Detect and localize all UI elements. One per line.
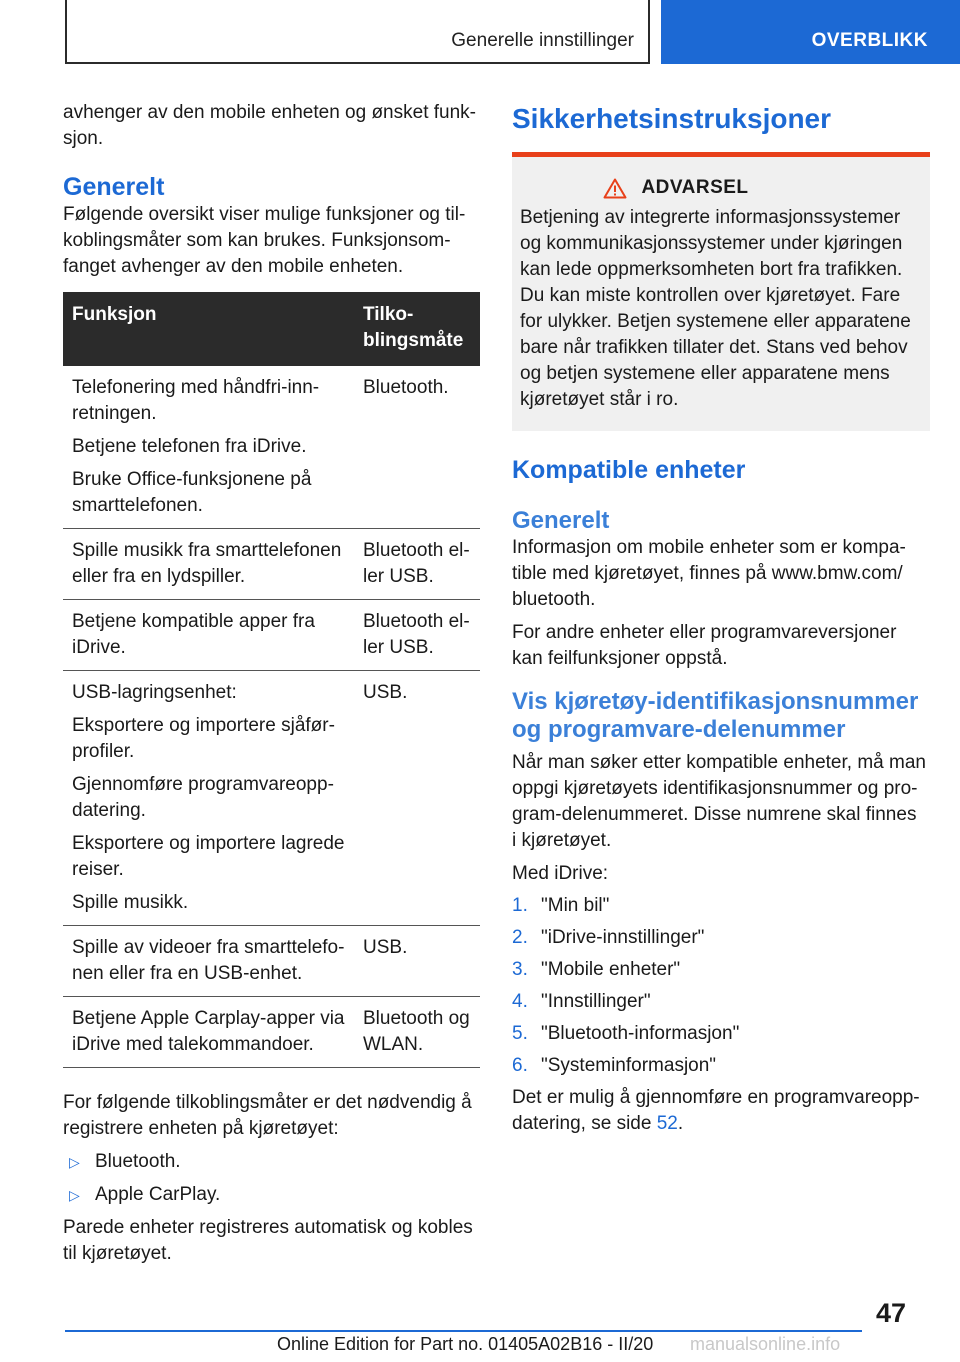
step-item bbox=[512, 925, 930, 951]
table-header-connection: Tilko- blingsmåte bbox=[354, 292, 480, 366]
function-item: Spille musikk. bbox=[72, 892, 189, 913]
table-header-function: Funksjon bbox=[63, 292, 354, 366]
function-item: Gjennomføre programvareopp- datering. bbox=[72, 774, 334, 821]
table-row bbox=[63, 366, 480, 529]
warning-box bbox=[512, 157, 930, 431]
update-text-body: Det er mulig å gjennomføre en programvareopp- datering, se side bbox=[512, 1087, 920, 1134]
table-cell-function bbox=[63, 926, 354, 997]
table-cell-connection: Bluetooth og WLAN. bbox=[354, 997, 480, 1068]
compatible-warning-text: For andre enheter eller programvareversjoner kan feilfunksjoner oppstå. bbox=[512, 622, 897, 669]
triangle-bullet-icon: ▷ bbox=[69, 1154, 80, 1170]
function-item: USB-lagringsenhet: bbox=[72, 682, 237, 703]
general-heading: Generelt bbox=[63, 173, 165, 201]
table-cell-function bbox=[63, 671, 354, 926]
function-item: Spille av videoer fra smarttelefo- nen eller fra en USB-enhet. bbox=[72, 937, 345, 984]
left-column bbox=[63, 100, 480, 1267]
bullet-text: Apple CarPlay. bbox=[95, 1184, 221, 1205]
step-number: 5. bbox=[512, 1023, 528, 1044]
page-number: 47 bbox=[876, 1298, 907, 1328]
idrive-label: Med iDrive: bbox=[512, 863, 609, 884]
step-item bbox=[512, 989, 930, 1015]
table-row bbox=[63, 671, 480, 926]
step-number: 6. bbox=[512, 1055, 528, 1076]
compatible-heading: Kompatible enheter bbox=[512, 456, 746, 484]
footer-rule bbox=[65, 1330, 862, 1332]
step-item bbox=[512, 1021, 930, 1047]
table-row bbox=[63, 600, 480, 671]
page-link[interactable]: 52 bbox=[656, 1113, 678, 1134]
function-item: Betjene Apple Carplay-apper via iDrive med talekommandoer. bbox=[72, 1008, 345, 1055]
update-text-end: . bbox=[677, 1113, 684, 1134]
safety-heading: Sikkerhetsinstruksjoner bbox=[512, 103, 832, 134]
table-cell-connection: USB. bbox=[354, 926, 480, 997]
header-tab-label: OVERBLIKK bbox=[811, 30, 928, 51]
function-item: Betjene kompatible apper fra iDrive. bbox=[72, 611, 315, 658]
table-cell-function bbox=[63, 600, 354, 671]
right-column bbox=[512, 100, 930, 1137]
bullet-text: Bluetooth. bbox=[95, 1151, 181, 1172]
list-item bbox=[63, 1182, 480, 1208]
step-number: 3. bbox=[512, 959, 528, 980]
function-item: Spille musikk fra smarttelefonen eller fra en lydspiller. bbox=[72, 540, 342, 587]
table-cell-connection: Bluetooth el- ler USB. bbox=[354, 600, 480, 671]
step-text: "iDrive-innstillinger" bbox=[541, 927, 705, 948]
function-table bbox=[63, 292, 480, 1068]
function-item: Eksportere og importere lagrede reiser. bbox=[72, 833, 345, 880]
intro-text: avhenger av den mobile enheten og ønsket funk- sjon. bbox=[63, 102, 476, 149]
header-section-box bbox=[65, 0, 650, 64]
warning-title bbox=[520, 177, 922, 199]
step-text: "Min bil" bbox=[541, 895, 610, 916]
step-number: 2. bbox=[512, 927, 528, 948]
table-cell-connection: Bluetooth. bbox=[354, 366, 480, 529]
warning-title-text: ADVARSEL bbox=[641, 177, 749, 198]
table-cell-connection: USB. bbox=[354, 671, 480, 926]
closing-text: Parede enheter registreres automatisk og kobles til kjøretøyet. bbox=[63, 1217, 473, 1264]
table-cell-connection: Bluetooth el- ler USB. bbox=[354, 529, 480, 600]
step-text: "Bluetooth-informasjon" bbox=[541, 1023, 740, 1044]
warning-triangle-icon bbox=[603, 178, 627, 199]
vin-heading: Vis kjøretøy-identifikasjonsnummer og programvare-delenummer bbox=[512, 688, 919, 743]
table-cell-function bbox=[63, 997, 354, 1068]
watermark: manualsonline.info bbox=[690, 1334, 841, 1354]
step-item bbox=[512, 957, 930, 983]
step-number: 1. bbox=[512, 895, 528, 916]
registration-text: For følgende tilkoblingsmåter er det nødvendig å registrere enheten på kjøretøyet: bbox=[63, 1092, 472, 1139]
header-overview-tab[interactable] bbox=[661, 0, 960, 64]
table-row bbox=[63, 997, 480, 1068]
table-cell-function bbox=[63, 366, 354, 529]
footer-edition: Online Edition for Part no. 01405A02B16 - II/20 bbox=[277, 1334, 654, 1354]
function-item: Betjene telefonen fra iDrive. bbox=[72, 436, 307, 457]
step-text: "Systeminformasjon" bbox=[541, 1055, 717, 1076]
step-item bbox=[512, 1053, 930, 1079]
compatible-general-heading: Generelt bbox=[512, 507, 610, 534]
table-cell-function bbox=[63, 529, 354, 600]
step-number: 4. bbox=[512, 991, 528, 1012]
function-item: Telefonering med håndfri-inn- retningen. bbox=[72, 377, 320, 424]
table-header-row bbox=[63, 292, 480, 366]
overview-paragraph: Følgende oversikt viser mulige funksjoner og til- koblingsmåter som kan brukes. Funksjonsom- fanget avhenger av den mobile enheten. bbox=[63, 204, 466, 277]
update-text bbox=[512, 1085, 930, 1137]
triangle-bullet-icon: ▷ bbox=[69, 1187, 80, 1203]
table-row bbox=[63, 529, 480, 600]
function-item: Eksportere og importere sjåfør- profiler. bbox=[72, 715, 335, 762]
warning-body: Betjening av integrerte informasjonssystemer og kommunikasjonssystemer under kjøringen kan lede oppmerksomheten bort fra trafikken. Du kan miste kontrollen over kjøretøyet. Fare for ulykker. Betjen systemene eller apparatene bare når trafikken tillater det. Stans ved behov og betjen systemene eller apparatene mens kjøretøyet står i ro. bbox=[520, 207, 911, 410]
list-item bbox=[63, 1149, 480, 1175]
step-text: "Innstillinger" bbox=[541, 991, 651, 1012]
step-text: "Mobile enheter" bbox=[541, 959, 681, 980]
step-item bbox=[512, 893, 930, 919]
vin-text: Når man søker etter kompatible enheter, må man oppgi kjøretøyets identifikasjonsnummer og pro- gram-delenummeret. Disse numrene skal finnes i kjøretøyet. bbox=[512, 752, 926, 851]
function-item: Bruke Office-funksjonene på smarttelefonen. bbox=[72, 469, 312, 516]
compatible-info-text: Informasjon om mobile enheter som er kompa- tible med kjøretøyet, finnes på www.bmw.com/ bluetooth. bbox=[512, 537, 906, 610]
table-row bbox=[63, 926, 480, 997]
header-section-title: Generelle innstillinger bbox=[451, 30, 634, 51]
